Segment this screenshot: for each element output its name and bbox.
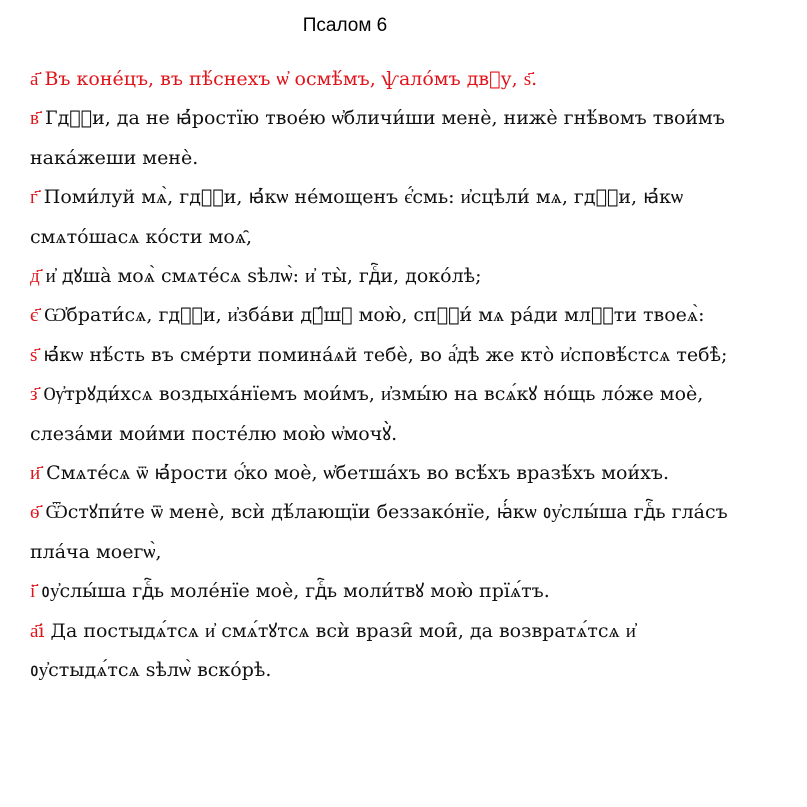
- verse-text: Въ коне́цъ, въ пѣ́снехъ ѡ҆ осмѣ́мъ, ѱало́мъ двⷣу, ѕ҃.: [44, 68, 538, 90]
- verse-9: [30, 493, 750, 572]
- verse-text: Ѹ҆трꙋди́хсѧ воздыха́нїемъ мои́мъ, и҆змы́ю на всѧ́кꙋ но́щь ло́же моѐ, слеза́ми мои́ми посте́лю мою̀ ѡ҆мочꙋ̀.: [30, 383, 704, 445]
- verse-text: Ѿстꙋпи́те ѿ менѐ, всѝ дѣ́лающїи беззако́нїе, ꙗ҆́кѡ ᲂу҆слы́ша гдⷭ҇ь гла́съ пла́ча моегѡ̀,: [30, 501, 728, 563]
- verse-text: ꙗ҆́кѡ нѣ́сть въ сме́рти помина́ѧй тебѐ, во а҆́дѣ же кто̀ и҆сповѣ́стсѧ тебѣ̀;: [43, 343, 728, 366]
- page-title: Псалом 6: [302, 15, 388, 36]
- verse-7: [30, 375, 750, 454]
- verse-number: и҃: [30, 462, 41, 485]
- verse-11: [30, 612, 750, 691]
- verse-text: Да постыдѧ́тсѧ и҆ смѧ́тꙋтсѧ всѝ врази̑ мои̑, да возвратѧ́тсѧ и҆ ᲂу҆стыдѧ́тсѧ ѕѣлѡ̀ вско́рѣ.: [30, 619, 636, 682]
- verse-4: [30, 257, 750, 296]
- verse-8: [30, 454, 750, 493]
- verse-text: и҆ дꙋша̀ моѧ̀ смѧте́сѧ ѕѣлѡ̀: и҆ ты̀, гдⷭ҇и, доко́лѣ;: [45, 265, 482, 288]
- verse-number: і҃: [30, 580, 36, 603]
- verse-number: д҃: [30, 265, 40, 288]
- verse-number: є҃: [30, 304, 39, 327]
- verse-number: ѕ҃: [30, 343, 38, 366]
- verse-text: Гдⷭ҇и, да не ꙗ҆́ростїю твое́ю ѡ҆бличи́ши менѐ, нижѐ гнѣ́вомъ твои́мъ нака́жеши менѐ.: [30, 107, 725, 169]
- verse-number: в҃: [30, 107, 39, 130]
- verse-number: ѳ҃: [30, 501, 40, 524]
- verse-3: [30, 178, 750, 257]
- verse-number: г҃: [30, 186, 38, 209]
- verse-2: [30, 99, 750, 178]
- verse-text: Ѡ҆брати́сѧ, гдⷭ҇и, и҆зба́ви дꙋ́шꙋ мою̀, спⷭ҇и́ мѧ ра́ди млⷭ҇ти твоеѧ̀:: [44, 304, 705, 327]
- verse-text: Поми́луй мѧ̀, гдⷭ҇и, ꙗ҆́кѡ не́мощенъ є҆́смь: и҆сцѣли́ мѧ, гдⷭ҇и, ꙗ҆́кѡ смѧто́шасѧ ко́сти моѧ̑,: [30, 186, 684, 248]
- verse-text: Смѧте́сѧ ѿ ꙗ҆́рости ѻ҆́ко моѐ, ѡ҆бетша́хъ во всѣ́хъ вразѣ́хъ мои́хъ.: [46, 462, 669, 485]
- verse-10: [30, 572, 750, 611]
- verse-text: ᲂу҆слы́ша гдⷭ҇ь моле́нїе моѐ, гдⷭ҇ь моли́твꙋ мою̀ прїѧ́тъ.: [41, 580, 550, 603]
- verse-5: [30, 296, 750, 335]
- psalm-text: [30, 60, 750, 691]
- verse-6: [30, 336, 750, 375]
- verse-number: а҃: [30, 68, 39, 90]
- verse-number: з҃: [30, 383, 38, 406]
- verse-number: а҃і: [30, 619, 45, 642]
- verse-1: [30, 60, 750, 99]
